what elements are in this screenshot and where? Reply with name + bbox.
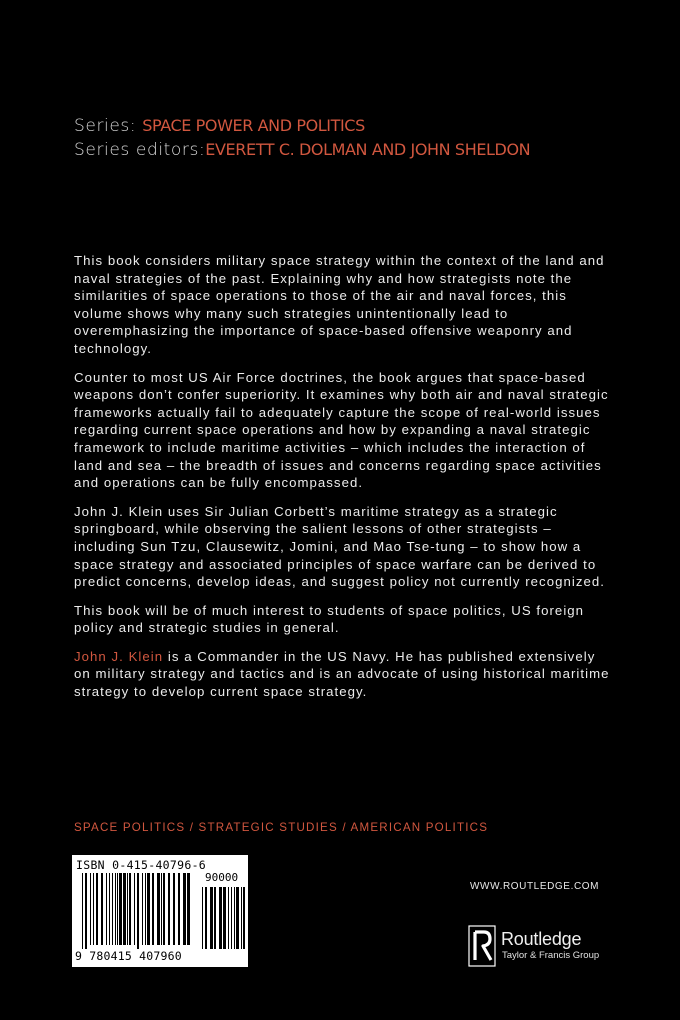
subject-categories: SPACE POLITICS / STRATEGIC STUDIES / AMERICAN POLITICS <box>74 821 489 834</box>
publisher-website: WWW.ROUTLEDGE.COM <box>470 881 600 892</box>
series-editors: EVERETT C. DOLMAN AND JOHN SHELDON <box>205 140 531 159</box>
isbn-number: ISBN 0-415-40796-6 <box>76 858 207 872</box>
series-block <box>74 114 530 162</box>
series-label: Series: <box>74 116 137 136</box>
ean-number: 9 780415 407960 <box>75 949 182 963</box>
series-editors-label: Series editors: <box>74 140 206 160</box>
blurb-paragraph-3: John J. Klein uses Sir Julian Corbett’s maritime strategy as a strategic springboard, while observing the salient lessons of other strategists – including Sun Tzu, Clausewitz, Jomini, and Mao Tse-tung – to show how a space strategy and associated principles of space warfare can be derived to predict concerns, develop ideas, and suggest policy not currently recognized. <box>74 503 605 590</box>
publisher-name: Routledge <box>501 929 582 949</box>
publisher-group: Taylor & Francis Group <box>502 950 600 961</box>
blurb-paragraph-2: Counter to most US Air Force doctrines, the book argues that space-based weapons don’t confer superiority. It examines why both air and naval strategic frameworks actually fail to adequately capture the scope of real-world issues regarding current space operations and how by expanding a naval strategic framework to include maritime activities – which includes the interaction of land and sea – the breadth of issues and concerns regarding space activities and operations can be fully encompassed. <box>74 369 609 491</box>
author-bio <box>74 648 614 701</box>
series-editors-line <box>74 138 530 162</box>
routledge-logo-icon <box>468 925 498 967</box>
author-bio-text: is a Commander in the US Navy. He has published extensively on military strategy and tactics and is an advocate of using historical maritime strategy to develop current space strategy. <box>74 648 610 700</box>
isbn-barcode <box>72 855 248 967</box>
author-name: John J. Klein <box>74 648 164 664</box>
blurb <box>74 252 614 712</box>
series-line <box>74 114 530 138</box>
blurb-paragraph-4: This book will be of much interest to students of space politics, US foreign policy and strategic studies in general. <box>74 602 585 636</box>
blurb-paragraph-1: This book considers military space strategy within the context of the land and naval strategies of the past. Explaining why and how strategists note the similarities of space operations to those of the air and naval forces, this volume shows why many such strategies unintentionally lead to overemphasizing the importance of space-based offensive weaponry and technology. <box>74 253 605 356</box>
price-code: 90000 <box>205 871 239 884</box>
publisher-logo <box>468 925 618 967</box>
series-title: SPACE POWER AND POLITICS <box>142 116 365 135</box>
